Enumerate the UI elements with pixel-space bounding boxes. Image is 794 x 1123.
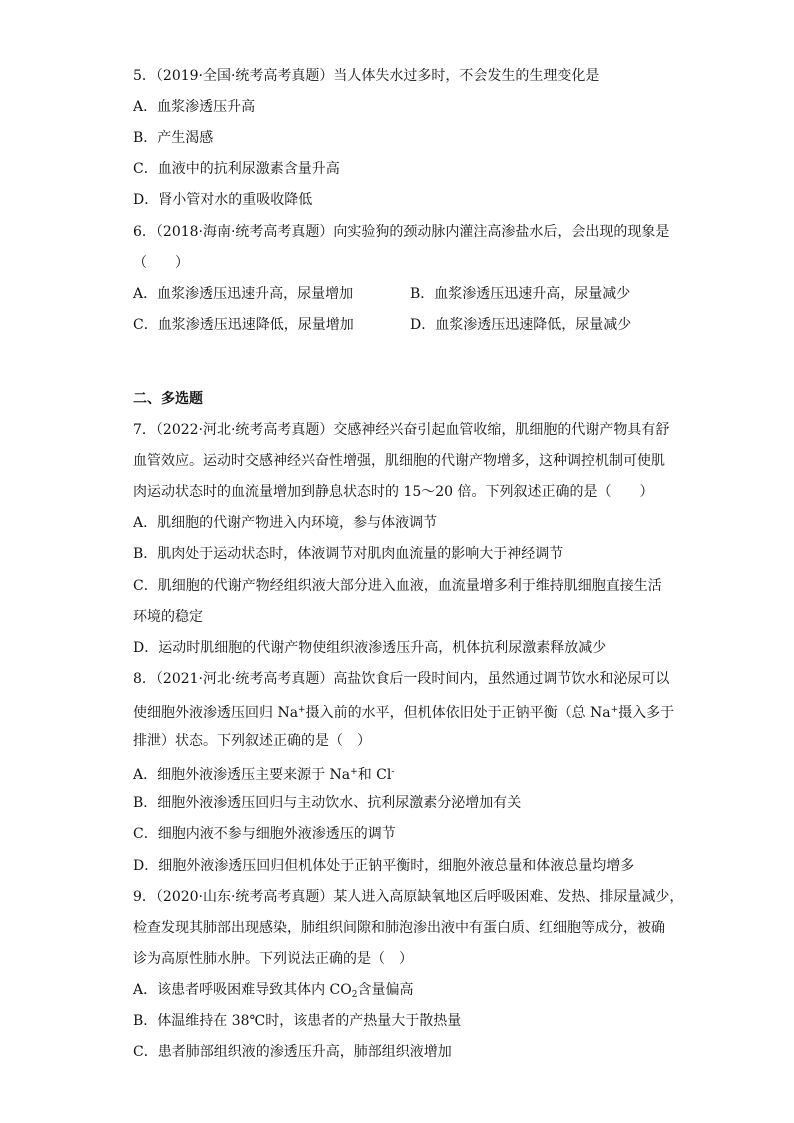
q5-option-a: A．血浆渗透压升高 bbox=[133, 99, 256, 115]
q9-stem-line1: 9．（2020·山东·统考高考真题）某人进入高原缺氧地区后呼吸困难、发热、排尿量减少， bbox=[133, 889, 684, 905]
q8-option-a-part2: 和 Cl bbox=[357, 767, 392, 783]
q8-stem-line2-part3: 摄入多于 bbox=[618, 705, 675, 721]
q8-option-d: D．细胞外液渗透压回归但机体处于正钠平衡时，细胞外液总量和体液总量均增多 bbox=[133, 858, 635, 874]
cl-charge: - bbox=[391, 767, 395, 777]
q6-stem-line2: （ ） bbox=[133, 255, 189, 271]
q8-stem-line1: 8．（2021·河北·统考高考真题）高盐饮食后一段时间内，虽然通过调节饮水和泌尿可以 bbox=[133, 671, 670, 687]
q8-option-b: B．细胞外液渗透压回归与主动饮水、抗利尿激素分泌增加有关 bbox=[133, 795, 522, 811]
na-charge: + bbox=[298, 705, 306, 715]
q7-stem-line1: 7．（2022·河北·统考高考真题）交感神经兴奋引起血管收缩，肌细胞的代谢产物具有舒 bbox=[133, 422, 670, 438]
na-charge-3: + bbox=[350, 767, 358, 777]
q7-option-b: B．肌肉处于运动状态时，体液调节对肌肉血流量的影响大于神经调节 bbox=[133, 546, 564, 562]
section-title: 二、多选题 bbox=[133, 391, 203, 407]
q8-option-a-part1: A．细胞外液渗透压主要来源于 Na bbox=[133, 767, 351, 783]
q7-option-c-line2: 环境的稳定 bbox=[133, 609, 203, 625]
co2-subscript: 2 bbox=[351, 990, 358, 1000]
q7-stem-line3: 肉运动状态时的血流量增加到静息状态时的 15～20 倍。下列叙述正确的是（ ） bbox=[133, 484, 654, 500]
q9-option-a-part1: A．该患者呼吸困难导致其体内 CO bbox=[133, 982, 352, 998]
q7-stem-line2: 血管效应。运动时交感神经兴奋性增强，肌细胞的代谢产物增多，这种调控机制可使肌 bbox=[133, 453, 665, 469]
q9-option-c: C．患者肺部组织液的渗透压升高，肺部组织液增加 bbox=[133, 1044, 452, 1060]
q7-option-c-line1: C．肌细胞的代谢产物经组织液大部分进入血液，血流量增多利于维持肌细胞直接生活 bbox=[133, 578, 662, 594]
q7-option-a: A．肌细胞的代谢产物进入内环境，参与体液调节 bbox=[133, 515, 438, 531]
q8-option-c: C．细胞内液不参与细胞外液渗透压的调节 bbox=[133, 826, 396, 842]
q6-option-d: D．血浆渗透压迅速降低，尿量减少 bbox=[410, 317, 632, 333]
q9-stem-line2: 检查发现其肺部出现感染，肺组织间隙和肺泡渗出液中有蛋白质、红细胞等成分，被确 bbox=[133, 920, 665, 936]
q8-stem-line2 bbox=[133, 700, 674, 723]
q9-stem-line3: 诊为高原性肺水肿。下列说法正确的是（ ） bbox=[133, 951, 413, 967]
q9-option-a-part2: 含量偏高 bbox=[357, 982, 414, 998]
q5-option-c: C．血液中的抗利尿激素含量升高 bbox=[133, 161, 340, 177]
q8-stem-line2-part1: 使细胞外液渗透压回归 Na bbox=[133, 705, 299, 721]
q5-stem: 5．（2019·全国·统考高考真题）当人体失水过多时，不会发生的生理变化是 bbox=[133, 68, 600, 84]
q6-stem-line1: 6．（2018·海南·统考高考真题）向实验狗的颈动脉内灌注高渗盐水后，会出现的现象是 bbox=[133, 224, 670, 240]
q7-option-d: D．运动时肌细胞的代谢产物使组织液渗透压升高，机体抗利尿激素释放减少 bbox=[133, 640, 607, 656]
q9-option-b: B．体温维持在 38℃时，该患者的产热量大于散热量 bbox=[133, 1013, 462, 1029]
na-charge-2: + bbox=[610, 705, 619, 715]
q6-option-a: A．血浆渗透压迅速升高，尿量增加 bbox=[133, 286, 354, 302]
q5-option-b: B．产生渴感 bbox=[133, 130, 214, 146]
q8-stem-line2-part2: 摄入前的水平，但机体依旧处于正钠平衡（总 Na bbox=[305, 705, 611, 721]
q5-option-d: D．肾小管对水的重吸收降低 bbox=[133, 192, 313, 208]
q6-option-b: B．血浆渗透压迅速升高，尿量减少 bbox=[410, 286, 631, 302]
q8-stem-line3: 排泄）状态。下列叙述正确的是（ ） bbox=[133, 733, 371, 749]
q9-option-a bbox=[133, 980, 413, 1005]
q6-option-c: C．血浆渗透压迅速降低，尿量增加 bbox=[133, 317, 354, 333]
q8-option-a bbox=[133, 762, 394, 785]
